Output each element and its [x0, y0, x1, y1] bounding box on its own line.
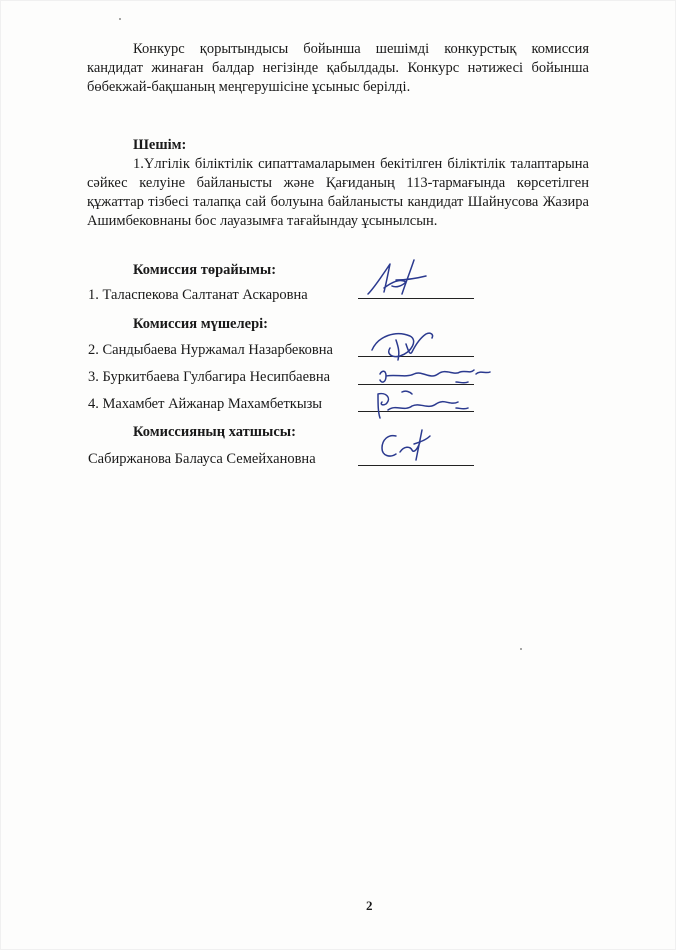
page-number: 2 [366, 898, 373, 913]
intro-paragraph: Конкурс қорытындысы бойынша шешімді конкурстық комиссия кандидат жинаған балдар негізінде қабылдады. Конкурс нәтижесі бойынша бөбекжай-бақшаның меңгерушісіне ұсыныс берілді. [87, 41, 589, 95]
signature-line [358, 465, 474, 466]
scan-speck [520, 648, 522, 650]
signature-secretary [356, 424, 506, 464]
decision-paragraph: 1.Үлгілік біліктілік сипаттамаларымен бекітілген біліктілік талаптарына сәйкес келуіне байланысты және Қағиданың 113-тармағында көрсетілген құжаттар тізбесі талапқа сай болуына байланысты кандидат Шайнусова Жазира Ашимбековнаны бос лауазымға тағайындау ұсынылсын. [87, 156, 589, 229]
member-name: 3. Буркитбаева Гулбагира Несипбаевна [88, 369, 331, 385]
chair-name: 1. Таласпекова Салтанат Аскаровна [88, 287, 308, 303]
chair-heading: Комиссия төрайымы: [133, 262, 277, 278]
signature-member-4 [356, 384, 506, 424]
secretary-name: Сабиржанова Балауса Семейхановна [88, 451, 316, 467]
decision-heading: Шешім: [133, 137, 187, 153]
signature-line [358, 298, 474, 299]
scan-speck [119, 18, 121, 20]
member-name: 2. Сандыбаева Нуржамал Назарбековна [88, 342, 333, 358]
signature-chair [356, 258, 506, 298]
member-name: 4. Махамбет Айжанар Махамбеткызы [88, 396, 323, 412]
secretary-heading: Комиссияның хатшысы: [133, 424, 296, 440]
members-heading: Комиссия мүшелері: [133, 316, 268, 332]
